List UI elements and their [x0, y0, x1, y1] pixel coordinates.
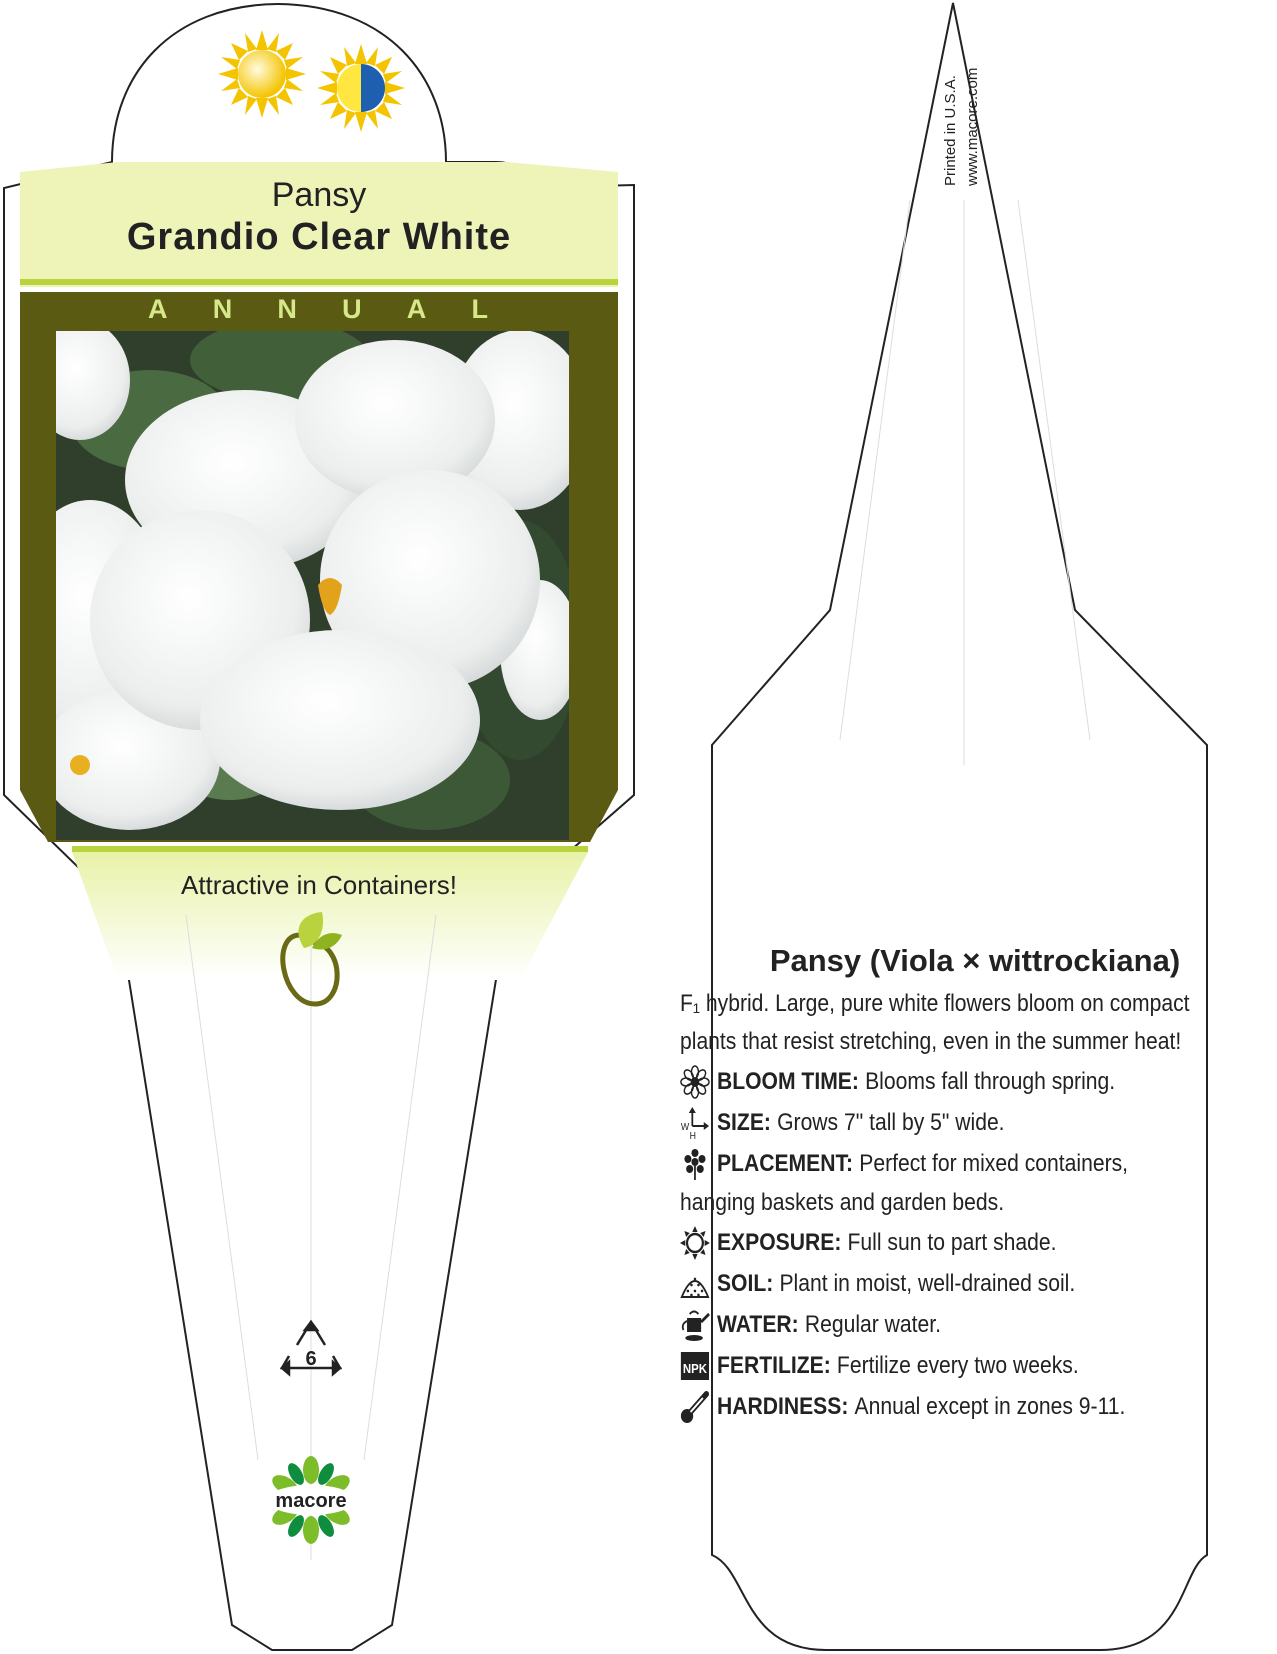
sun-outline-icon: [680, 1226, 710, 1260]
npk-bag-icon: [680, 1349, 710, 1383]
soil-pile-icon: [680, 1267, 710, 1301]
placement-continued: hanging baskets and garden beds.: [680, 1189, 1005, 1216]
plant-group-icon: [680, 1147, 710, 1181]
fertilize-value: Fertilize every two weeks.: [836, 1352, 1079, 1379]
category-letter: L: [471, 294, 488, 324]
category-letter: A: [148, 294, 168, 324]
brand-name: macore: [275, 1490, 347, 1512]
bloom-label: BLOOM TIME:: [716, 1068, 859, 1095]
soil-label: SOIL:: [716, 1270, 774, 1297]
size-label: SIZE:: [716, 1109, 771, 1136]
size-h-label: H: [689, 1128, 697, 1140]
pansy-photo: [10, 320, 590, 840]
category-letter: U: [342, 294, 362, 324]
full-sun-icon: [218, 30, 306, 118]
water-value: Regular water.: [804, 1311, 942, 1338]
care-section: [680, 943, 1277, 1427]
hardiness-row: [680, 1386, 1265, 1427]
exposure-value: Full sun to part shade.: [847, 1229, 1057, 1256]
npk-label: NPK: [682, 1360, 708, 1376]
placement-label: PLACEMENT:: [716, 1150, 854, 1177]
description-line: F₁ hybrid. Large, pure white flowers bloom on compact: [680, 990, 1190, 1017]
category-letter: N: [277, 294, 297, 324]
exposure-row: [680, 1222, 1265, 1263]
exposure-label: EXPOSURE:: [716, 1229, 842, 1256]
bloom-row: [680, 1061, 1265, 1102]
size-icon: [680, 1106, 710, 1140]
printed-in: Printed in U.S.A.: [942, 75, 959, 186]
hardiness-label: HARDINESS:: [716, 1393, 849, 1420]
print-info: [940, 68, 984, 186]
hardiness-value: Annual except in zones 9-11.: [854, 1393, 1126, 1420]
part-shade-icon: [317, 44, 405, 132]
size-value: Grows 7" tall by 5" wide.: [777, 1109, 1005, 1136]
placement-value: Perfect for mixed containers,: [859, 1150, 1129, 1177]
size-w-label: W: [680, 1119, 690, 1132]
website: www.macore.com: [964, 67, 981, 186]
description-line: plants that resist stretching, even in the summer heat!: [680, 1028, 1182, 1055]
soil-row: [680, 1263, 1265, 1304]
placement-row: [680, 1143, 1265, 1184]
thermometer-icon: [680, 1390, 710, 1424]
category-letter: N: [212, 294, 233, 324]
water-label: WATER:: [716, 1311, 799, 1338]
size-row: [680, 1102, 1265, 1143]
watering-can-icon: [680, 1308, 710, 1342]
common-name: Pansy: [271, 176, 367, 214]
flower-icon: [680, 1065, 710, 1099]
category-letter: A: [406, 294, 427, 324]
soil-value: Plant in moist, well-drained soil.: [779, 1270, 1076, 1297]
recycle-number: 6: [305, 1348, 317, 1370]
bloom-value: Blooms fall through spring.: [865, 1068, 1116, 1095]
fertilize-label: FERTILIZE:: [716, 1352, 831, 1379]
fertilize-row: [680, 1345, 1265, 1386]
variety-name: Grandio Clear White: [126, 216, 512, 258]
category-label: [148, 294, 488, 325]
water-row: [680, 1304, 1265, 1345]
botanical-title: Pansy (Viola × wittrockiana): [769, 943, 1181, 978]
tagline: Attractive in Containers!: [180, 870, 457, 900]
